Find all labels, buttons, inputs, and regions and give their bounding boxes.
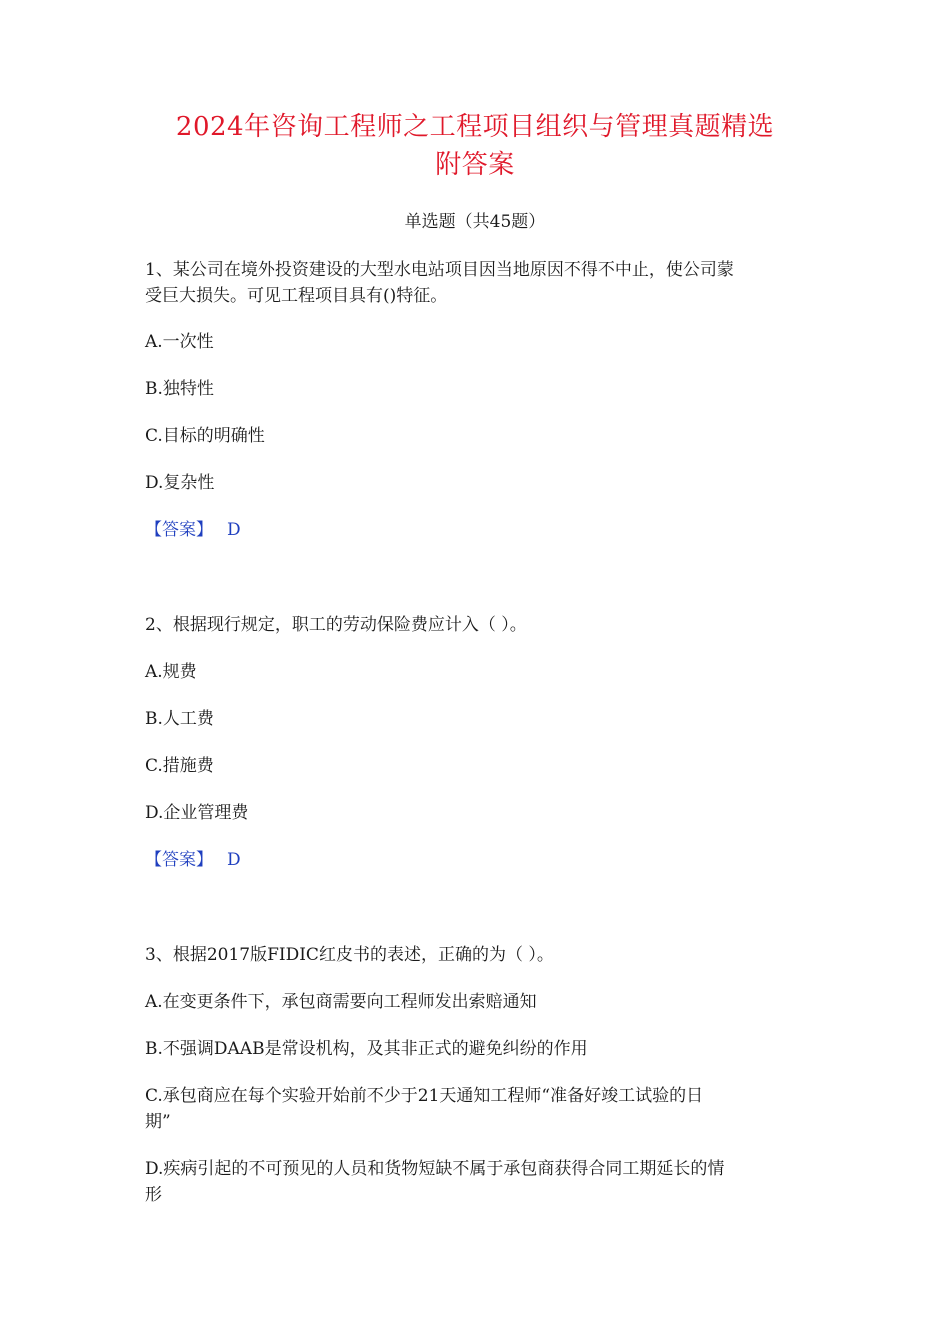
question-3-stem: 3、根据2017版FIDIC红皮书的表述，正确的为（ ）。	[145, 945, 554, 965]
question-2-option-d: D.企业管理费	[145, 803, 249, 823]
question-1-stem-line-1: 1、某公司在境外投资建设的大型水电站项目因当地原因不得不中止，使公司蒙	[145, 260, 734, 280]
question-3-option-d-line-1: D.疾病引起的不可预见的人员和货物短缺不属于承包商获得合同工期延长的情	[145, 1159, 725, 1179]
question-3-option-d-line-2: 形	[145, 1185, 162, 1205]
answer-label: 【答案】	[145, 850, 213, 870]
question-3-option-b: B.不强调DAAB是常设机构，及其非正式的避免纠纷的作用	[145, 1039, 588, 1059]
question-3-option-c-line-1: C.承包商应在每个实验开始前不少于21天通知工程师“准备好竣工试验的日	[145, 1086, 704, 1106]
title-line-1: 2024年咨询工程师之工程项目组织与管理真题精选	[175, 112, 775, 142]
question-3-option-a: A.在变更条件下，承包商需要向工程师发出索赔通知	[145, 992, 537, 1012]
answer-value: D	[227, 520, 241, 540]
question-2-option-c: C.措施费	[145, 756, 214, 776]
question-2-stem: 2、根据现行规定，职工的劳动保险费应计入（ ）。	[145, 615, 527, 635]
answer-value: D	[227, 850, 241, 870]
question-2-answer	[145, 848, 810, 872]
question-1-answer	[145, 518, 810, 542]
question-3-option-c-line-2: 期”	[145, 1112, 171, 1132]
question-1-option-a: A.一次性	[145, 332, 214, 352]
question-1-option-c: C.目标的明确性	[145, 426, 265, 446]
question-1-option-d: D.复杂性	[145, 473, 215, 493]
question-1-stem-line-2: 受巨大损失。可见工程项目具有()特征。	[145, 286, 448, 306]
answer-label: 【答案】	[145, 520, 213, 540]
question-2-option-b: B.人工费	[145, 709, 214, 729]
question-1-option-b: B.独特性	[145, 379, 214, 399]
title-line-2: 附答案	[435, 150, 515, 180]
question-2-option-a: A.规费	[145, 662, 197, 682]
section-heading: 单选题（共45题）	[404, 212, 546, 232]
document-title	[110, 108, 840, 184]
